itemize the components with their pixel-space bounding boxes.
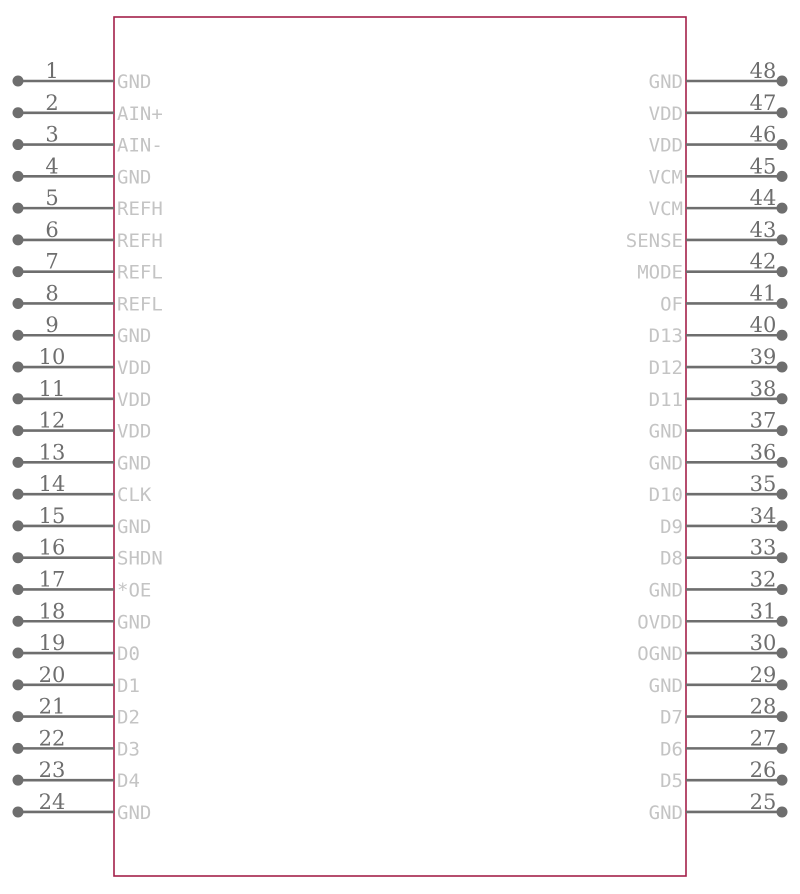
pin-39-name: D12 [648, 357, 683, 380]
pin-22-terminal [13, 743, 24, 754]
pin-16-terminal [13, 552, 24, 563]
pin-14-terminal [13, 489, 24, 500]
pin-5-number: 5 [45, 186, 59, 211]
pin-27-number: 27 [749, 726, 777, 751]
pin-20-name: D1 [117, 674, 140, 697]
pin-45-terminal [777, 171, 788, 182]
pin-35-name: D10 [648, 484, 683, 507]
pin-9-terminal [13, 330, 24, 341]
pin-19-terminal [13, 648, 24, 659]
pin-40-name: D13 [648, 325, 683, 348]
pin-47-name: VDD [648, 102, 683, 125]
pin-36-terminal [777, 457, 788, 468]
pin-21-number: 21 [38, 694, 66, 719]
pin-20-number: 20 [38, 662, 66, 687]
pin-27-name: D6 [660, 738, 683, 761]
pin-24-number: 24 [38, 789, 66, 814]
pin-39-terminal [777, 362, 788, 373]
pin-25-number: 25 [749, 789, 777, 814]
pin-3-number: 3 [45, 122, 59, 147]
pin-27-terminal [777, 743, 788, 754]
pin-9-number: 9 [45, 313, 59, 338]
pin-13-number: 13 [38, 440, 66, 465]
pin-8-terminal [13, 298, 24, 309]
pin-44-name: VCM [648, 198, 683, 221]
pin-37-number: 37 [749, 408, 777, 433]
pin-16-name: SHDN [117, 547, 163, 570]
pin-24-name: GND [117, 801, 152, 824]
pin-48-terminal [777, 76, 788, 87]
pin-46-terminal [777, 139, 788, 150]
pin-8-name: REFL [117, 293, 163, 316]
pin-31-number: 31 [749, 599, 777, 624]
pin-17-name: *OE [117, 579, 152, 602]
pin-10-number: 10 [38, 345, 66, 370]
pin-15-terminal [13, 520, 24, 531]
pin-1-terminal [13, 76, 24, 87]
pin-38-name: D11 [648, 388, 683, 411]
pin-10-name: VDD [117, 357, 152, 380]
pin-11-terminal [13, 393, 24, 404]
pin-6-name: REFH [117, 229, 163, 252]
pin-42-terminal [777, 266, 788, 277]
pin-5-terminal [13, 203, 24, 214]
pin-45-name: VCM [648, 166, 683, 189]
pin-1-name: GND [117, 71, 152, 93]
pin-12-terminal [13, 425, 24, 436]
pin-19-number: 19 [38, 631, 66, 656]
pin-13-terminal [13, 457, 24, 468]
pin-28-terminal [777, 711, 788, 722]
pin-37-terminal [777, 425, 788, 436]
pin-32-number: 32 [749, 567, 777, 592]
pin-48-number: 48 [749, 59, 777, 83]
pin-41-number: 41 [749, 281, 777, 306]
pin-9-name: GND [117, 325, 152, 348]
pin-20-terminal [13, 679, 24, 690]
pin-34-name: D9 [660, 515, 683, 538]
pin-47-terminal [777, 107, 788, 118]
pin-36-number: 36 [749, 440, 777, 465]
pin-47-number: 47 [749, 90, 777, 115]
pin-2-terminal [13, 107, 24, 118]
pin-18-name: GND [117, 611, 152, 634]
pin-21-terminal [13, 711, 24, 722]
pin-4-terminal [13, 171, 24, 182]
ic-body [114, 17, 686, 876]
pin-43-number: 43 [749, 217, 777, 242]
pin-21-name: D2 [117, 706, 140, 729]
pin-40-number: 40 [749, 313, 777, 338]
pin-2-name: AIN+ [117, 102, 163, 125]
pin-42-name: MODE [637, 261, 683, 284]
pin-35-terminal [777, 489, 788, 500]
pin-31-name: OVDD [637, 611, 683, 634]
pin-6-terminal [13, 234, 24, 245]
pin-29-name: GND [648, 674, 683, 697]
pin-26-number: 26 [749, 758, 777, 783]
pin-13-name: GND [117, 452, 152, 475]
pin-34-number: 34 [749, 503, 777, 528]
pin-43-name: SENSE [625, 229, 683, 252]
pin-3-name: AIN- [117, 134, 163, 157]
pin-34-terminal [777, 520, 788, 531]
pin-2-number: 2 [45, 90, 59, 115]
pin-26-terminal [777, 775, 788, 786]
pin-25-name: GND [648, 801, 683, 824]
pin-15-name: GND [117, 515, 152, 538]
pin-32-terminal [777, 584, 788, 595]
pin-32-name: GND [648, 579, 683, 602]
pin-8-number: 8 [45, 281, 59, 306]
pin-23-number: 23 [38, 758, 66, 783]
left-pin-group [13, 59, 163, 824]
pin-19-name: D0 [117, 643, 140, 666]
pin-17-number: 17 [38, 567, 66, 592]
pin-4-name: GND [117, 166, 152, 189]
pin-24-terminal [13, 806, 24, 817]
pin-48-name: GND [648, 71, 683, 93]
pin-29-number: 29 [749, 662, 777, 687]
pin-33-number: 33 [749, 535, 777, 560]
pin-28-name: D7 [660, 706, 683, 729]
pin-18-number: 18 [38, 599, 66, 624]
pin-36-name: GND [648, 452, 683, 475]
pin-28-number: 28 [749, 694, 777, 719]
pin-12-number: 12 [38, 408, 66, 433]
pin-7-name: REFL [117, 261, 163, 284]
pin-45-number: 45 [749, 154, 777, 179]
pin-7-terminal [13, 266, 24, 277]
pin-29-terminal [777, 679, 788, 690]
pin-30-terminal [777, 648, 788, 659]
pin-11-number: 11 [38, 376, 66, 401]
pin-7-number: 7 [45, 249, 59, 274]
pin-44-terminal [777, 203, 788, 214]
pin-15-number: 15 [38, 503, 66, 528]
pin-22-number: 22 [38, 726, 66, 751]
pin-12-name: VDD [117, 420, 152, 443]
pin-43-terminal [777, 234, 788, 245]
right-pin-group [626, 59, 788, 824]
pin-41-terminal [777, 298, 788, 309]
pin-23-terminal [13, 775, 24, 786]
pin-42-number: 42 [749, 249, 777, 274]
pin-44-number: 44 [749, 186, 777, 211]
pin-22-name: D3 [117, 738, 140, 761]
pin-41-name: OF [660, 293, 683, 316]
pin-4-number: 4 [45, 154, 59, 179]
pin-17-terminal [13, 584, 24, 595]
pin-25-terminal [777, 806, 788, 817]
pin-35-number: 35 [749, 472, 777, 497]
pin-16-number: 16 [38, 535, 66, 560]
pin-6-number: 6 [45, 217, 59, 242]
pin-38-number: 38 [749, 376, 777, 401]
pin-30-number: 30 [749, 631, 777, 656]
pin-33-terminal [777, 552, 788, 563]
pin-37-name: GND [648, 420, 683, 443]
pin-46-name: VDD [648, 134, 683, 157]
pin-23-name: D4 [117, 770, 140, 793]
pin-38-terminal [777, 393, 788, 404]
pin-3-terminal [13, 139, 24, 150]
pin-40-terminal [777, 330, 788, 341]
pin-46-number: 46 [749, 122, 777, 147]
pin-5-name: REFH [117, 198, 163, 221]
pin-30-name: OGND [637, 643, 683, 666]
pin-18-terminal [13, 616, 24, 627]
pin-39-number: 39 [749, 345, 777, 370]
pin-14-name: CLK [117, 484, 152, 507]
pin-14-number: 14 [38, 472, 66, 497]
pin-31-terminal [777, 616, 788, 627]
pin-33-name: D8 [660, 547, 683, 570]
pin-10-terminal [13, 362, 24, 373]
pin-11-name: VDD [117, 388, 152, 411]
pin-26-name: D5 [660, 770, 683, 793]
pin-1-number: 1 [45, 59, 59, 83]
